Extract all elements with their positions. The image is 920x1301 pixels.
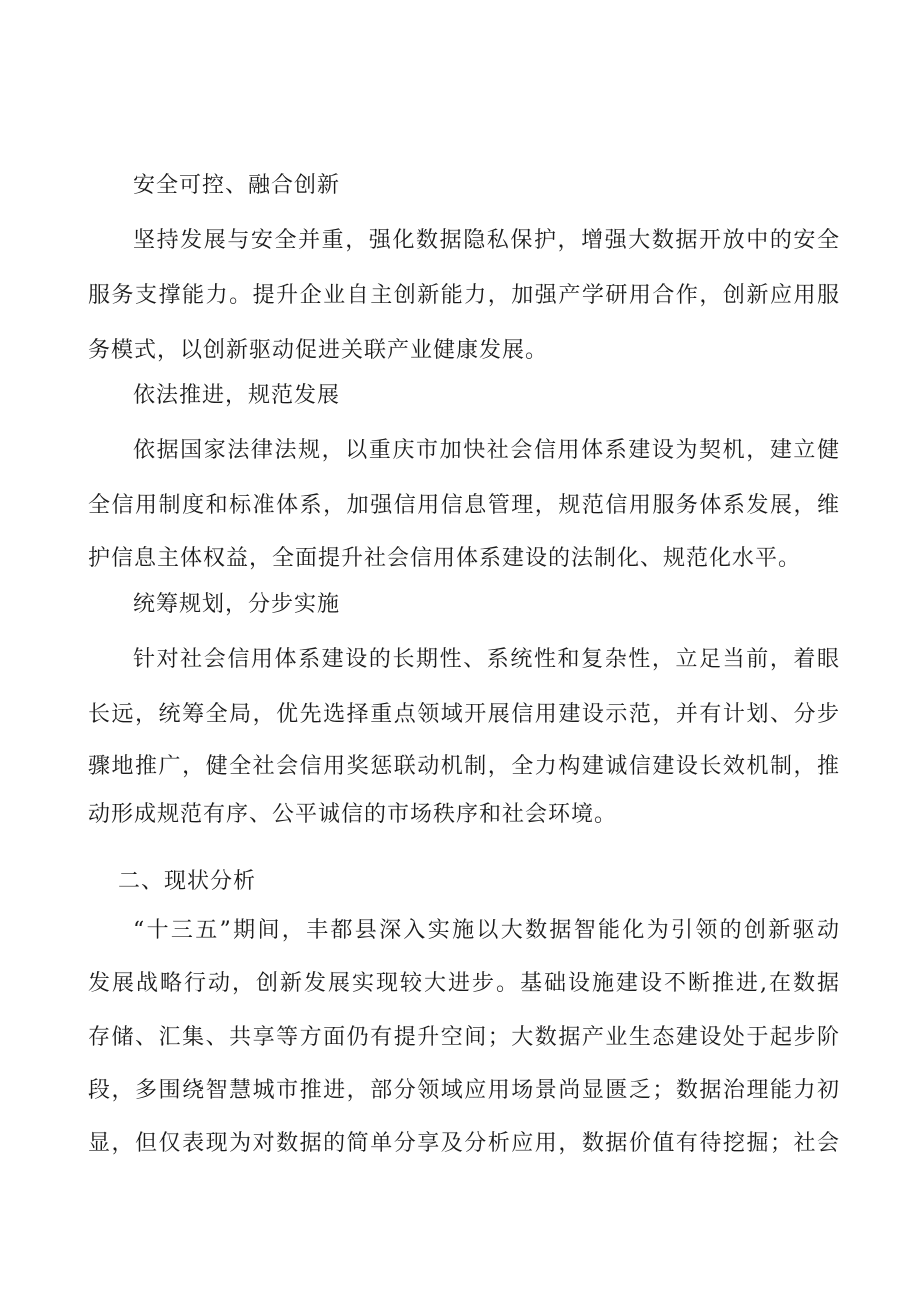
paragraph-line: 骤地推广，健全社会信用奖惩联动机制，全力构建诚信建设长效机制，推 [88,754,840,779]
paragraph-line: 服务支撑能力。提升企业自主创新能力，加强产学研用合作，创新应用服 [88,283,840,308]
chapter-heading: 二、现状分析 [118,869,257,894]
paragraph-line: “十三五”期间，丰都县深入实施以大数据智能化为引领的创新驱动 [133,918,840,943]
paragraph-line: 针对社会信用体系建设的长期性、系统性和复杂性，立足当前，着眼 [133,647,840,672]
paragraph-line: 坚持发展与安全并重，强化数据隐私保护，增强大数据开放中的安全 [133,228,840,253]
subheading-security-innovation: 安全可控、融合创新 [133,173,341,198]
subheading-planning-steps: 统筹规划，分步实施 [133,592,341,617]
subheading-legal-standard: 依法推进，规范发展 [133,383,341,408]
paragraph-line: 全信用制度和标准体系，加强信用信息管理，规范信用服务体系发展，维 [88,493,840,518]
paragraph-line: 依据国家法律法规，以重庆市加快社会信用体系建设为契机，建立健 [133,438,840,463]
paragraph-line: 存储、汇集、共享等方面仍有提升空间；大数据产业生态建设处于起步阶 [88,1025,840,1050]
paragraph-line: 动形成规范有序、公平诚信的市场秩序和社会环境。 [88,802,618,827]
paragraph-line: 护信息主体权益，全面提升社会信用体系建设的法制化、规范化水平。 [88,546,802,571]
paragraph-line: 发展战略行动，创新发展实现较大进步。基础设施建设不断推进,在数据 [88,971,840,996]
paragraph-line: 段，多围绕智慧城市推进，部分领域应用场景尚显匮乏；数据治理能力初 [88,1078,840,1103]
paragraph-line: 长远，统筹全局，优先选择重点领域开展信用建设示范，并有计划、分步 [88,702,840,727]
paragraph-line: 显，但仅表现为对数据的简单分享及分析应用，数据价值有待挖掘；社会 [88,1131,840,1156]
paragraph-line: 务模式，以创新驱动促进关联产业健康发展。 [88,338,549,363]
